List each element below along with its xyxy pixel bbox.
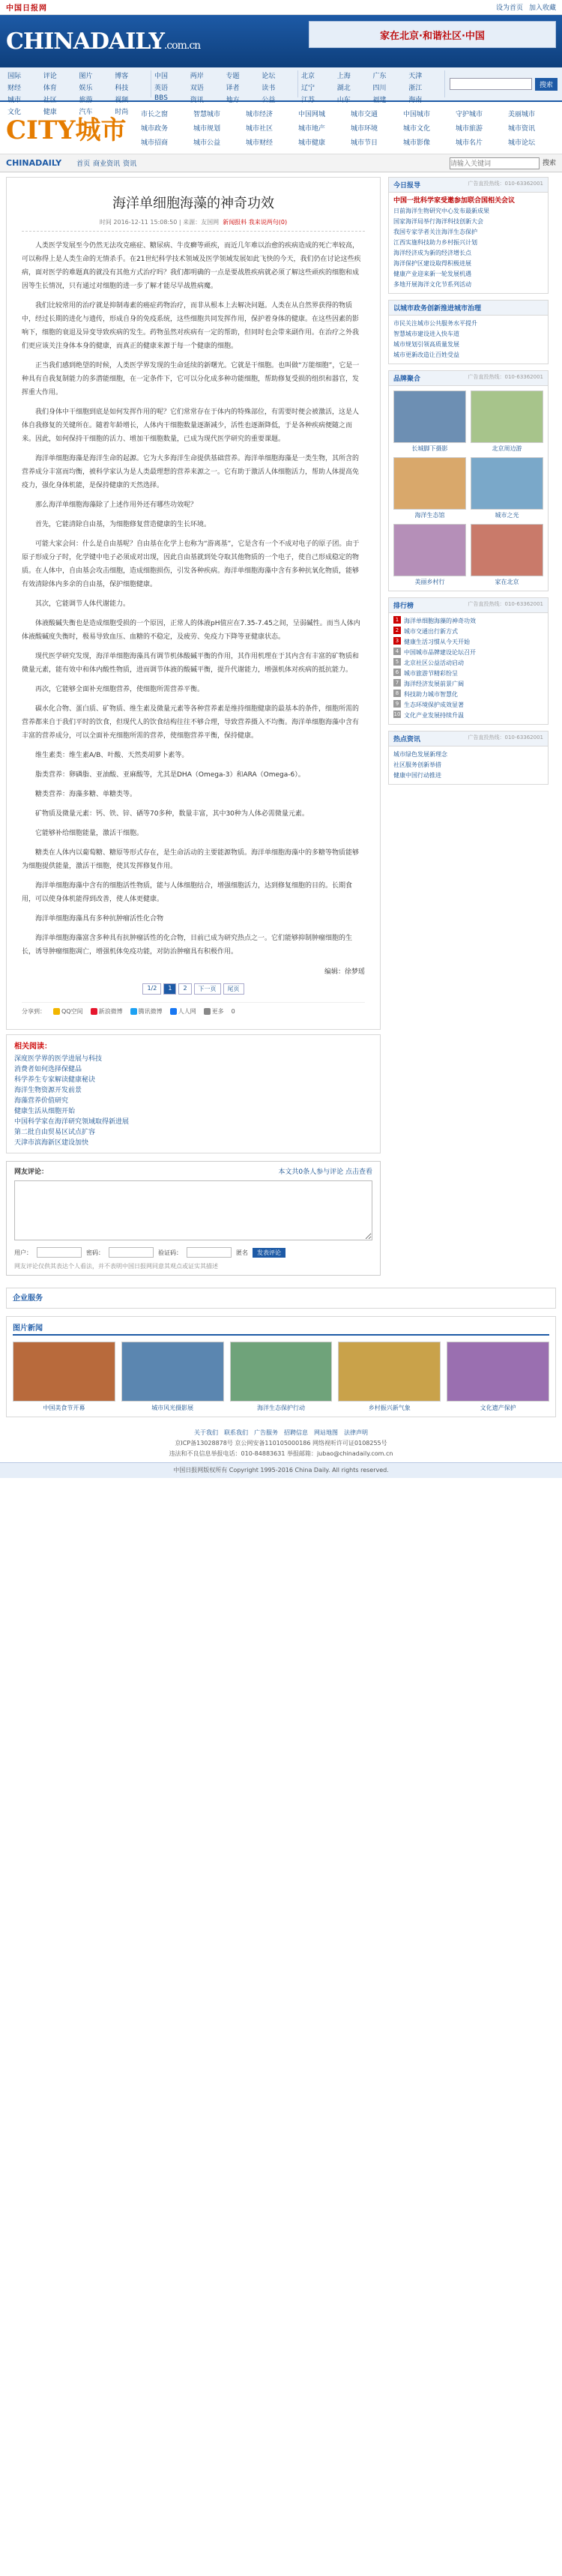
breadcrumb [76,158,139,168]
share-icon [130,1008,137,1015]
city-gov-box: 以城市政务创新推进城市治理 市民关注城市公共服务水平提升 智慧城市建设进入快车道 城市规划引领高质量发展 城市更新改造让百姓受益 [388,300,549,364]
share-item-label: 新浪微博 [98,1008,123,1015]
footer-link[interactable]: 招聘信息 [284,1429,308,1436]
submit-comment-button[interactable]: 发表评论 [253,1248,285,1258]
article-meta: 时间 2016-12-11 15:08:50 | 来源：友国网 新闻报料 我来说两句(0) [22,218,365,232]
brand-pic-image [471,390,543,443]
brand-pic-image [471,524,543,576]
report-links[interactable]: 新闻报料 我来说两句(0) [223,219,288,226]
gallery-title: 图片新闻 [13,1321,549,1336]
username-input[interactable] [37,1247,82,1258]
footer-link[interactable]: 网站地图 [314,1429,338,1436]
sidebar-news-item[interactable]: 健康中国行动推进 [393,772,441,779]
city-link[interactable]: 城市名片 [456,139,483,147]
rank-item[interactable] [393,690,543,700]
rank-item[interactable] [393,669,543,679]
article-paragraph: 维生素类：维生素A/B、叶酸、天然类胡萝卜素等。 [35,752,189,759]
article-paragraph: 矿物质及微量元素：钙、铁、锌、硒等70多种，数量丰富，其中30种为人体必需微量元素。 [35,810,309,818]
gallery-caption: 中国美食节开幕 [43,1405,85,1411]
site-brand[interactable]: CHINADAILY.com.cn [6,28,201,55]
sidebar-news-item[interactable]: 我国专家学者关注海洋生态保护 [393,229,477,235]
gallery-image [338,1342,441,1402]
gallery-image [447,1342,549,1402]
city-link[interactable]: 智慧城市 [193,111,221,118]
city-link[interactable]: 城市地产 [298,125,326,133]
article-paragraph: 首先，它能清除自由基，为细胞修复营造健康的生长环境。 [35,521,211,528]
article-paragraph: 体液酸碱失衡也是造成细胞受损的一个原因，正常人的体液pH值应在7.35-7.45之间，呈弱碱性。而当人体内体液酸碱度失衡时，极易导致血压、血糖的不稳定，及疲劳、免疫力下降等亚健康状态。 [22,620,360,641]
nav-link[interactable]: 双语 [190,85,204,92]
city-link[interactable]: 城市交通 [351,111,378,118]
comment-title: 网友评论： [14,1168,49,1176]
nav-link[interactable]: 评论 [43,73,57,80]
article-paragraph: 海洋单细胞海藻具有多种抗肿瘤活性化合物 [35,915,164,923]
nav-link[interactable]: 社区 [43,97,57,104]
hot-news-box: 热点资讯 广告直投热线：010-63362001 城市绿色发展新理念 社区服务创新举措 健康中国行动推进 [388,731,549,785]
nav-link[interactable]: 读书 [262,85,276,92]
share-icon [91,1008,97,1015]
footer-link[interactable]: 联系我们 [224,1429,248,1436]
brand-pic-caption: 美丽乡村行 [414,579,445,585]
sidebar-news-item[interactable]: 健康产业迎来新一轮发展机遇 [393,271,471,277]
sidebar-news-item[interactable]: 海洋保护区建设取得积极进展 [393,260,471,267]
city-link[interactable]: 城市财经 [246,139,274,147]
nav-link[interactable]: 辽宁 [301,85,315,92]
sidebar-news-item[interactable]: 中国一批科学家受邀参加联合国相关会议 [393,197,516,205]
article-paragraph: 我们身体中干细胞到底是如何发挥作用的呢？它们常常存在于体内的特殊部位，有需要时便会被激活，这是人体自我修复的关键所在。随着年龄增长，人体内干细胞数量逐渐减少，活性也逐渐降低，于是各种疾病便随之而来。因此，如何保持干细胞的活力、增加干细胞数量，已成为现代医学研究的重要课题。 [22,408,360,443]
anonymous-checkbox[interactable]: 匿名 [236,1249,248,1256]
password-label: 密码： [86,1249,104,1256]
share-item[interactable] [91,1007,123,1016]
page-link[interactable]: 1/2 [142,983,161,995]
article-author: 编辑：徐梦瑶 [324,968,365,976]
gallery-caption: 城市风光摄影展 [151,1405,194,1411]
article-paragraph: 脂类营养：卵磷脂、亚油酸、亚麻酸等，尤其是DHA（Omega-3）和ARA（Omega-6）。 [35,771,305,779]
nav-link[interactable]: 上海 [336,73,351,80]
gallery-item[interactable] [447,1342,549,1412]
footer-links [0,1428,562,1438]
comment-box [6,1161,381,1276]
sidebar-news-item[interactable]: 市民关注城市公共服务水平提升 [393,320,477,327]
rank-label: 科技助力城市智慧化 [404,691,458,698]
footer-line1: 京ICP备13028878号 京公网安备110105000186 网络视听许可证0108255号 [175,1440,387,1447]
header-search [450,70,558,97]
nav-link[interactable]: 文化 [7,109,22,116]
nav-link[interactable]: 译者 [226,85,240,92]
nav-column [298,70,445,104]
nav-link[interactable]: 公益 [262,97,276,104]
sidebar-news-item[interactable]: 海洋经济成为新的经济增长点 [393,250,471,256]
nav-link[interactable]: 体育 [43,85,57,92]
nav-column [151,70,298,104]
brand-pic-image [393,390,466,443]
brand-pic[interactable] [471,457,543,519]
brand-pic-image [471,457,543,510]
brand-pics-box: 品牌聚合 广告直投热线：010-63362001 长城脚下摄影 北京周边游 海洋生态馆 城市之光 美丽乡村行 家在北京 [388,370,549,591]
article-paragraph: 正当我们感到绝望的时候，人类医学界发现的生命延续的新曙光。它就是干细胞。也叫做“万能细胞”，它是一种具有自我复制能力的多潜能细胞，在一定条件下，它可以分化成多种功能细胞，帮助修复受损的组织和器官，发挥重大作用。 [22,362,360,396]
related-list [14,1054,372,1148]
nav-link[interactable]: 中国 [154,73,169,80]
rank-label: 海洋单细胞海藻的神奇功效 [404,618,476,624]
site-header [0,15,562,67]
city-link[interactable]: 城市论坛 [508,139,536,147]
share-bar [22,1002,365,1020]
comment-textarea[interactable] [14,1180,372,1240]
rank-number: 3 [393,637,401,645]
footer [0,1428,562,1478]
nav-link[interactable]: 天津 [408,73,423,80]
gallery-image [121,1342,224,1402]
brand-pic-caption: 海洋生态馆 [414,512,445,519]
rank-label: 北京社区公益活动启动 [404,660,464,666]
brand-pic[interactable] [393,457,466,519]
breadcrumb-item[interactable]: 首页 [76,160,91,168]
nav-link[interactable]: 城市 [7,97,22,104]
footer-link[interactable]: 法律声明 [344,1429,368,1436]
nav-link[interactable]: 湖北 [336,85,351,92]
article-title: 海洋单细胞海藻的神奇功效 [112,196,274,211]
section-logo[interactable]: CHINADAILY [6,158,62,168]
top-logo[interactable]: 中国日报网 [6,4,47,13]
share-item-label: 更多 [211,1008,224,1015]
rank-item[interactable] [393,637,543,648]
breadcrumb-item[interactable]: 商业资讯 [93,160,121,168]
brand-pic-caption: 城市之光 [495,512,519,519]
gallery-item[interactable] [338,1342,441,1412]
rank-label: 文化产业发展持续升温 [404,712,464,719]
article-paragraph: 海洋单细胞海藻是海洋生命的起源。它为大多海洋生命提供基础营养。海洋单细胞海藻是一类生物，其所含的营养成分丰富而均衡，被科学家认为是人类最理想的营养来源之一。它有助于激活人体细胞活力，帮助人体提高免疫力，强化身体机能，是保持健康的天然选择。 [22,455,360,489]
related-item[interactable]: 深度医学界的医学进展与科技 [14,1055,103,1063]
page-link[interactable]: 下一页 [194,983,221,995]
rank-number: 9 [393,700,401,708]
header-search-button[interactable]: 搜索 [535,78,558,91]
rank-item[interactable] [393,700,543,711]
article [6,177,381,1030]
nav-link[interactable]: 汽车 [79,109,93,116]
nav-link[interactable]: 旅游 [79,97,93,104]
share-icon [170,1008,177,1015]
nav-link[interactable]: BBS [154,94,168,102]
gallery-image [13,1342,115,1402]
nav-link[interactable]: 时尚 [115,109,129,116]
rank-label: 生态环境保护成效显著 [404,702,464,708]
article-paragraph: 再次，它能够全面补充细胞营养，使细胞所需营养平衡。 [35,686,205,693]
nav-link[interactable]: 专题 [226,73,240,80]
today-news-box: 今日报导 广告直投热线：010-63362001 中国一批科学家受邀参加联合国相关会议 日前海洋生物研究中心发布最新成果 国家海洋局举行海洋科技创新大会 我国专家学者关注海洋生态保护 江西实施科技助力乡村振兴计划 海洋经济成为新的经济增长点 海洋保护区建设取得积极进展 健康产业迎来新一轮发展机遇 多地开展海洋文化节系列活动 [388,177,549,294]
nav-link[interactable]: 图片 [79,73,93,80]
city-links [141,109,556,147]
city-link[interactable]: 城市文化 [403,125,431,133]
city-link[interactable]: 城市社区 [246,125,274,133]
article-paragraph: 糖类在人体内以葡萄糖、糖原等形式存在，是生命活动的主要能源物质。海洋单细胞海藻中的多糖等物质能够为细胞提供能量，激活干细胞，使其发挥修复作用。 [22,849,360,870]
nav-link[interactable]: 浙江 [408,85,423,92]
rank-label: 城市交通出行新方式 [404,628,458,635]
comment-note: 网友评论仅供其表达个人看法，并不表明中国日报网同意其观点或证实其描述 [14,1263,218,1270]
article-paragraph: 可能大家会问：什么是自由基呢？自由基在化学上也称为“游离基”，它是含有一个不成对电子的原子团。由于原子形成分子时，化学键中电子必须成对出现，因此自由基就到处夺取其他物质的一个电子，使自己形成稳定的物质。在人体中，自由基会攻击细胞，造成细胞损伤，引发各种疾病。海洋单细胞海藻中含有多种抗氧化物质，能够有效清除体内多余的自由基，保护细胞健康。 [22,540,360,588]
share-label: 分享到： [22,1008,46,1015]
user-label: 用户： [14,1249,32,1256]
rank-item[interactable] [393,616,543,627]
article-paragraph: 那么海洋单细胞海藻除了上述作用外还有哪些功效呢？ [35,501,198,509]
gallery-caption: 乡村振兴新气象 [368,1405,411,1411]
article-paragraph: 糖类营养：海藻多糖、单糖类等。 [35,791,137,798]
gallery-image [230,1342,333,1402]
city-link[interactable]: 市长之窗 [141,111,169,118]
city-link[interactable]: 城市资讯 [508,125,536,133]
rank-label: 海洋经济发展前景广阔 [404,681,464,687]
gallery-caption: 海洋生态保护行动 [256,1405,305,1411]
sidebar-news-item[interactable]: 日前海洋生物研究中心发布最新成果 [393,208,489,214]
related-reading [6,1034,381,1153]
nav-link[interactable]: 论坛 [262,73,276,80]
share-item-label: 人人网 [178,1008,196,1015]
brand-pic-caption: 长城脚下摄影 [411,445,448,452]
related-item[interactable]: 海藻营养价值研究 [14,1097,69,1105]
rank-item[interactable] [393,648,543,658]
password-input[interactable] [109,1247,154,1258]
city-link[interactable]: 城市影像 [403,139,431,147]
header-search-input[interactable] [450,78,532,90]
sidebar-news-item[interactable]: 国家海洋局举行海洋科技创新大会 [393,218,483,225]
brand-pic[interactable] [393,390,466,453]
article-paragraph: 它能够补给细胞能量，激活干细胞。 [35,830,144,837]
footer-line2: 违法和不良信息举报电话：010-84883631 举报邮箱：jubao@chinadaily.com.cn [169,1450,393,1457]
related-item[interactable]: 消费者如何选择保健品 [14,1066,82,1073]
gallery-item[interactable] [230,1342,333,1412]
sidebar-news-item[interactable]: 城市绿色发展新理念 [393,751,447,758]
related-item[interactable]: 健康生活从细胞开始 [14,1108,76,1115]
article-paragraph: 我们比较常用的治疗就是抑制毒素的癌症药物治疗，而非从根本上去解决问题。人类在从自然界获得的物质中，经过长期的进化与遗传，形成自身的免疫系统，这些细胞共同发挥作用，保护着身体的健康。在这些因素的影响下，细胞的衰退及异变导致疾病的发生。药物虽然对疾病有一定的帮助，但同时也会带来副作用。在治疗之外我们更应该关注身体本身的健康，而真正的健康来源于每一个健康的细胞。 [22,302,360,350]
brand-pic-caption: 家在北京 [495,579,519,585]
related-item[interactable]: 海洋生物资源开发前景 [14,1087,82,1094]
city-link[interactable]: 城市环境 [351,125,378,133]
city-link[interactable]: 城市经济 [246,111,274,118]
gallery-caption: 文化遗产保护 [480,1405,516,1411]
rank-number: 8 [393,690,401,697]
city-link[interactable]: 城市公益 [193,139,221,147]
enterprise-service: 企业服务 [6,1288,556,1309]
breadcrumb-bar [0,154,562,172]
comment-count-link[interactable]: 本文共0条人参与评论 点击查看 [278,1168,372,1176]
rank-item[interactable] [393,658,543,669]
city-link[interactable]: 城市节日 [351,139,378,147]
sidebar-news-item[interactable]: 多地开展海洋文化节系列活动 [393,281,471,288]
rank-number: 10 [393,711,401,717]
nav-link[interactable]: 海南 [408,97,423,104]
rank-item[interactable] [393,679,543,690]
brand-pic[interactable] [393,524,466,586]
related-item[interactable]: 科学养生专家解读健康秘诀 [14,1076,96,1084]
header-banner[interactable]: 家在北京·和谐社区·中国 [309,21,556,48]
related-item[interactable]: 第二批自由贸易区试点扩容 [14,1129,96,1136]
article-search-input[interactable] [450,157,540,169]
article-paragraph: 其次，它能调节人体代谢能力。 [35,600,130,608]
city-link[interactable]: 城市规划 [193,125,221,133]
city-link[interactable]: 城市健康 [298,139,326,147]
top-links [490,2,556,12]
copyright: 中国日报网版权所有 Copyright 1995-2016 China Daily. All rights reserved. [0,1462,562,1478]
nav-link[interactable]: 科技 [115,85,129,92]
captcha-label: 验证码： [158,1249,182,1256]
brand-pic[interactable] [471,524,543,586]
pagination [22,983,365,995]
city-link[interactable]: 城市招商 [141,139,169,147]
nav-link[interactable]: 英语 [154,85,169,92]
nav-link[interactable]: 博客 [115,73,129,80]
rank-label: 城市旅游节精彩纷呈 [404,670,458,677]
brand-pic-caption: 北京周边游 [492,445,522,452]
city-link[interactable]: 中国网城 [298,111,326,118]
nav-link[interactable]: 国际 [7,73,22,80]
rank-number: 4 [393,648,401,655]
top-link[interactable]: 加入收藏 [528,4,556,12]
photo-gallery [6,1316,556,1417]
top-strip [0,0,562,15]
rank-label: 健康生活习惯从今天开始 [404,639,470,645]
footer-link[interactable]: 关于我们 [194,1429,218,1436]
rank-number: 1 [393,616,401,624]
sidebar [388,177,549,1276]
rank-item[interactable] [393,627,543,637]
nav-link[interactable]: 福建 [372,97,387,104]
share-item-label: 腾讯微博 [138,1008,163,1015]
brand-pic-image [393,524,466,576]
nav-link[interactable]: 健康 [43,109,57,116]
sidebar-news-item[interactable]: 智慧城市建设进入快车道 [393,331,459,337]
nav-link[interactable]: 视频 [115,97,129,104]
related-title: 相关阅读： [14,1043,52,1051]
ranking-box: 排行榜 广告直投热线：010-63362001 1 海洋单细胞海藻的神奇功效 2 城市交通出行新方式 3 健康生活习惯从今天开始 4 中国城市品牌建设论坛召开 5 北京社区公益活动启动 6 城市旅游节精彩纷呈 7 海洋经济发展前景广阔 8 科技助力城市智慧化 9 生态环境保护成效显著 10 文化产业发展持续升温 [388,597,549,725]
city-link[interactable]: 守护城市 [456,111,483,118]
city-link[interactable]: 城市政务 [141,125,169,133]
city-link[interactable]: 城市旅游 [456,125,483,133]
rank-number: 5 [393,658,401,666]
share-item[interactable] [130,1007,163,1016]
page-link[interactable]: 1 [163,983,176,995]
related-item[interactable]: 天津市滨海新区建设加快 [14,1139,89,1147]
nav-link[interactable]: 四川 [372,85,387,92]
brand-pic[interactable] [471,390,543,453]
nav-link[interactable]: 山东 [336,97,351,104]
rank-number: 2 [393,627,401,634]
city-link[interactable]: 中国城市 [403,111,431,118]
city-logo[interactable]: CITY城市 [6,115,127,145]
top-link[interactable]: 设为首页 [495,4,523,12]
city-link[interactable]: 美丽城市 [508,111,536,118]
nav-link[interactable]: 北京 [301,73,315,80]
nav-link[interactable]: 资讯 [190,97,204,104]
article-paragraph: 人类医学发展至今仍然无法攻克癌症、糖尿病、牛皮癣等顽疾，而近几年难以治愈的疾病造成的死亡率较高，可以称得上是人类生命的无情杀手。在21世纪科学技术领域及医学领域发展如此飞快的今天，我们仍在讨论这些疾病，面对医学的难题真的就没有其他方式治疗吗？我们都明确的一点是要战胜疾病就必须了解这些顽疾的细胞和成因等生长情况，只有通过对细胞的进一步了解才能尽早战胜病魔。 [22,242,361,290]
footer-link[interactable]: 广告服务 [254,1429,278,1436]
rank-number: 7 [393,679,401,687]
share-item[interactable] [170,1007,196,1016]
rank-item[interactable] [393,711,543,721]
gallery-item[interactable] [121,1342,224,1412]
share-item[interactable] [53,1007,83,1016]
sidebar-news-item[interactable]: 城市规划引领高质量发展 [393,341,459,348]
nav-link[interactable]: 两岸 [190,73,204,80]
breadcrumb-item[interactable]: 资讯 [123,160,137,168]
share-item[interactable] [204,1007,224,1016]
article-search [450,157,556,169]
nav-link[interactable]: 娱乐 [79,85,93,92]
article-search-button[interactable]: 搜索 [542,159,556,167]
captcha-input[interactable] [187,1247,232,1258]
article-paragraph: 碳水化合物、蛋白质、矿物质、维生素及微量元素等各种营养素是维持细胞健康的最基本的条件，细胞所需的营养都来自于我们平时的饮食，但现代人的饮食结构往往不够合理，导致营养摄入不均衡。海洋单细胞海藻中含有丰富的营养成分，可以全面补充细胞所需的营养，使细胞营养平衡，保持健康。 [22,705,360,740]
article-body [22,239,365,959]
nav-column [4,70,151,116]
page-link[interactable]: 2 [178,983,191,995]
nav-link[interactable]: 财经 [7,85,22,92]
related-item[interactable]: 中国科学家在海洋研究领域取得新进展 [14,1118,130,1126]
share-icon [204,1008,211,1015]
article-paragraph: 现代医学研究发现，海洋单细胞海藻具有调节机体酸碱平衡的作用，其作用机理在于其内含有丰富的矿物质和微量元素，能有效中和体内酸性物质，进而调节体液的酸碱平衡，提升代谢能力，增强机体对疾病的抵抗能力。 [22,653,360,674]
article-paragraph: 海洋单细胞海藻富含多种具有抗肿瘤活性的化合物，目前已成为研究热点之一。它们能够抑制肿瘤细胞的生长，诱导肿瘤细胞凋亡，增强机体免疫功能，对防治肿瘤具有积极作用。 [22,935,353,956]
nav-link[interactable]: 江苏 [301,97,315,104]
share-item-label: QQ空间 [61,1008,83,1015]
city-header [0,102,562,154]
nav-link[interactable]: 地方 [226,97,240,104]
nav-link[interactable]: 广东 [372,73,387,80]
gallery-item[interactable] [13,1342,115,1412]
sidebar-news-item[interactable]: 社区服务创新举措 [393,761,441,768]
share-icon [53,1008,60,1015]
sidebar-news-item[interactable]: 江西实施科技助力乡村振兴计划 [393,239,477,246]
share-count: 0 [231,1008,235,1015]
brand-pic-image [393,457,466,510]
article-paragraph: 海洋单细胞海藻中含有的细胞活性物质，能与人体细胞结合，增强细胞活力，达到修复细胞的目的。长期食用，可以使身体机能得到改善，使人体更健康。 [22,882,353,903]
rank-label: 中国城市品牌建设论坛召开 [404,649,476,656]
sidebar-news-item[interactable]: 城市更新改造让百姓受益 [393,352,459,358]
page-link[interactable]: 尾页 [223,983,244,995]
rank-number: 6 [393,669,401,676]
